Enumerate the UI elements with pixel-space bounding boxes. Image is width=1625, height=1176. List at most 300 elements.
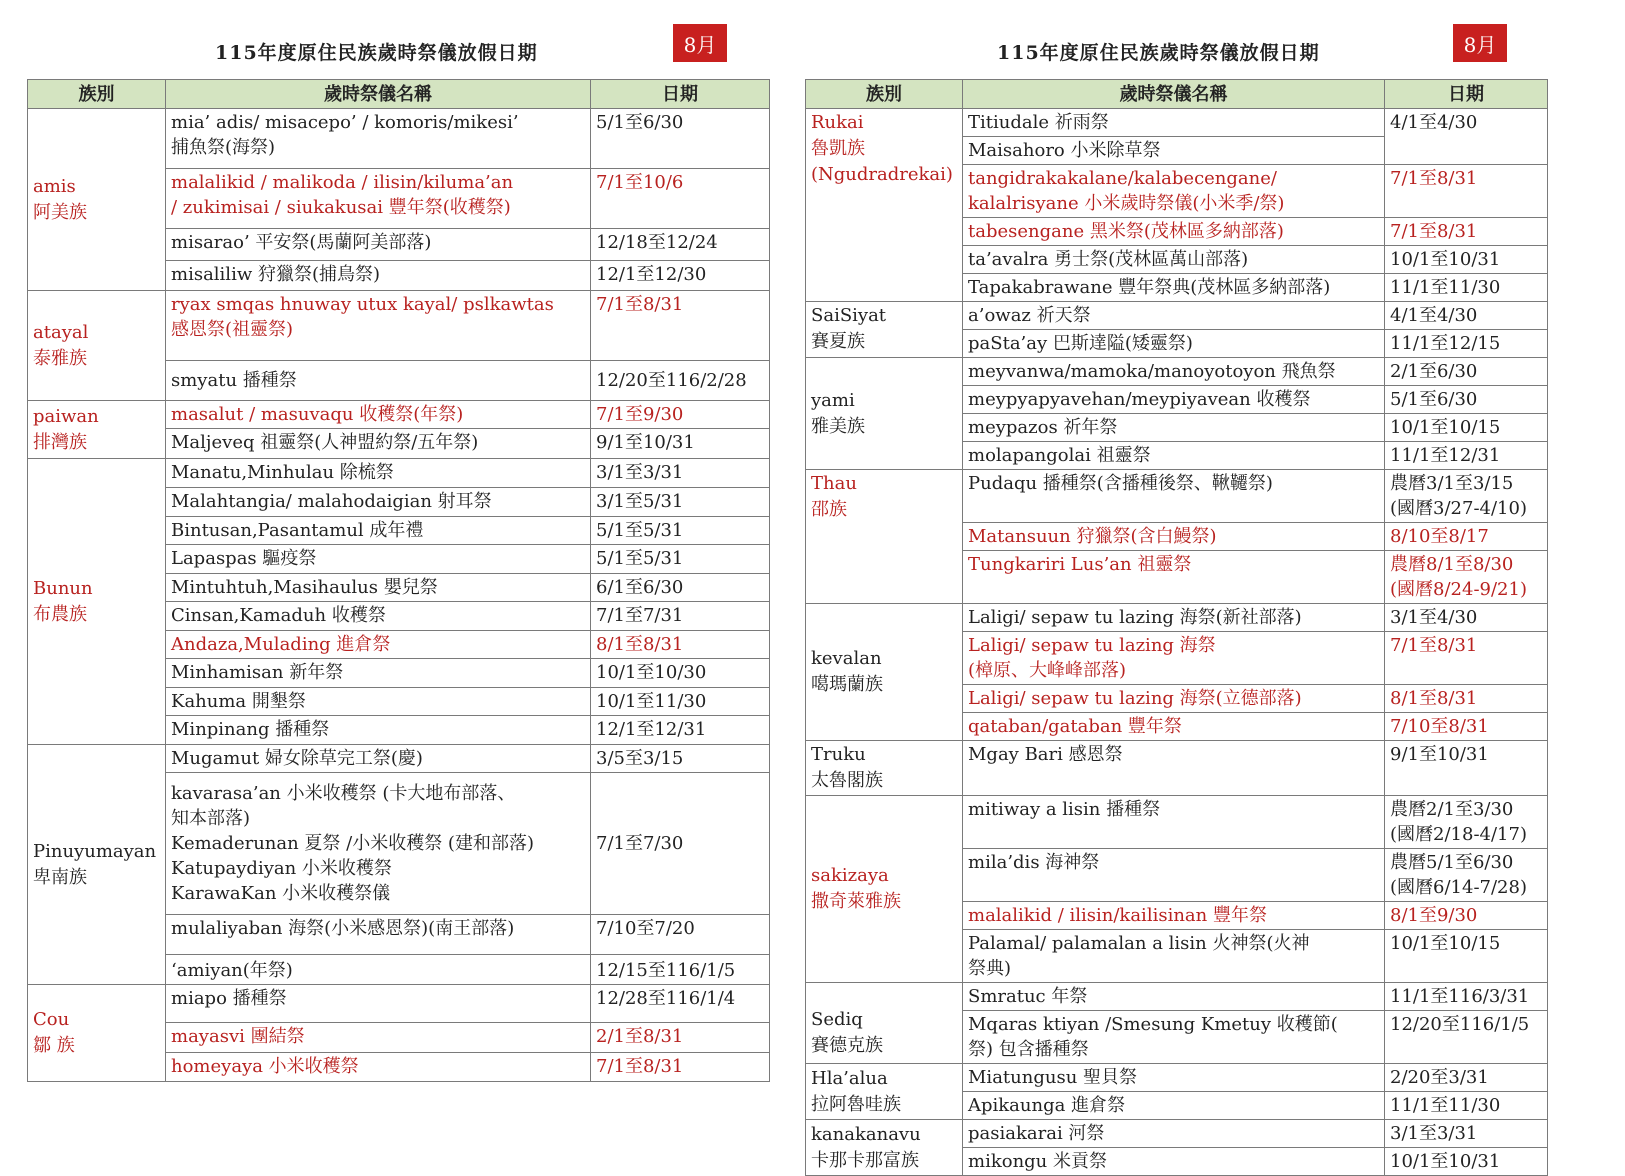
date-line: 12/1至12/31 — [596, 719, 707, 740]
date-line: 3/5至3/15 — [596, 748, 684, 769]
tribe-line: 噶瑪蘭族 — [811, 674, 883, 695]
name-line: Apikaunga 進倉祭 — [968, 1095, 1126, 1116]
table-row — [28, 459, 770, 488]
date-line: 農曆8/1至8/30 — [1390, 554, 1514, 575]
tribe-line: 阿美族 — [33, 201, 87, 223]
tribe-line: 卡那卡那富族 — [811, 1149, 919, 1171]
date-line: 7/1至10/6 — [596, 172, 684, 193]
date-line: 12/18至12/24 — [596, 232, 718, 253]
date-cell — [1385, 1011, 1548, 1064]
date-line: 11/1至12/15 — [1390, 333, 1501, 354]
name-line: misaliliw 狩獵祭(捕鳥祭) — [171, 264, 380, 285]
name-line: Laligi/ sepaw tu lazing 海祭(立德部落) — [968, 688, 1302, 709]
header-date: 日期 — [591, 80, 770, 109]
tribe-line: Cou — [33, 1009, 70, 1030]
name-line: meypyapyavehan/meypiyavean 收穫祭 — [968, 389, 1311, 410]
date-cell — [591, 574, 770, 602]
tribe-cell — [28, 109, 166, 291]
name-line: Manatu,Minhulau 除梳祭 — [171, 462, 394, 483]
ceremony-name — [963, 551, 1385, 604]
date-line: 10/1至10/15 — [1390, 417, 1501, 438]
date-line: 7/1至7/31 — [596, 605, 684, 626]
date-line: 5/1至5/31 — [596, 520, 684, 541]
ceremony-name — [963, 741, 1385, 796]
date-line: 10/1至10/30 — [596, 662, 707, 683]
tribe-cell — [806, 604, 963, 741]
table-row — [28, 109, 770, 169]
tribe-line: Pinuyumayan — [33, 840, 157, 862]
name-line: tabesengane 黑米祭(茂林區多納部落) — [968, 221, 1284, 242]
date-cell — [591, 169, 770, 229]
date-line: 6/1至6/30 — [596, 577, 684, 598]
date-line: 農曆5/1至6/30 — [1390, 852, 1514, 873]
name-line: mila’dis 海神祭 — [968, 852, 1100, 873]
ceremony-name — [166, 459, 591, 488]
date-cell — [1385, 330, 1548, 358]
date-cell — [591, 109, 770, 169]
date-cell — [1385, 470, 1548, 523]
date-cell — [1385, 796, 1548, 849]
ceremony-name — [166, 1053, 591, 1082]
date-line: 農曆2/1至3/30 — [1390, 799, 1514, 820]
date-line: 12/15至116/1/5 — [596, 960, 736, 981]
name-line: mikongu 米貢祭 — [968, 1151, 1107, 1172]
name-line: Smratuc 年祭 — [968, 986, 1088, 1007]
date-cell — [591, 745, 770, 773]
name-line: 祭) 包含播種祭 — [968, 1039, 1089, 1060]
name-line: qataban/gataban 豐年祭 — [968, 716, 1182, 737]
tribe-cell — [806, 741, 963, 796]
name-line: Matansuun 狩獵祭(含白鰻祭) — [968, 526, 1217, 547]
date-line: 11/1至11/30 — [1390, 277, 1501, 298]
header-name: 歲時祭儀名稱 — [963, 80, 1385, 109]
page-title: 115年度原住民族歲時祭儀放假日期 — [997, 42, 1320, 64]
page-title: 115年度原住民族歲時祭儀放假日期 — [215, 42, 538, 64]
ceremony-name — [166, 1023, 591, 1053]
date-cell — [1385, 109, 1548, 165]
date-line: 4/1至4/30 — [1390, 112, 1478, 133]
tribe-cell — [28, 291, 166, 401]
date-line: (國曆2/18-4/17) — [1390, 824, 1527, 845]
date-cell — [591, 261, 770, 291]
ceremony-name — [963, 1064, 1385, 1092]
date-line: 11/1至116/3/31 — [1390, 986, 1530, 1007]
date-line: (國曆6/14-7/28) — [1390, 877, 1527, 898]
name-line: Laligi/ sepaw tu lazing 海祭(新社部落) — [968, 607, 1302, 628]
date-cell — [1385, 685, 1548, 713]
date-cell — [591, 361, 770, 401]
date-line: 10/1至10/31 — [1390, 1151, 1501, 1172]
tribe-line: Thau — [811, 473, 857, 494]
date-line: 5/1至6/30 — [596, 112, 684, 133]
date-cell — [1385, 983, 1548, 1011]
name-line: Katupaydiyan 小米收穫祭 — [171, 858, 392, 879]
date-line: 7/10至8/31 — [1390, 716, 1489, 737]
name-line: tangidrakakalane/kalabecengane/ — [968, 168, 1277, 189]
festival-table — [27, 79, 770, 1082]
date-cell — [1385, 1148, 1548, 1176]
ceremony-name — [166, 109, 591, 169]
tribe-line: Bunun — [33, 577, 93, 599]
name-line: ryax smqas hnuway utux kayal/ pslkawtas — [171, 294, 554, 315]
name-line: Mugamut 婦女除草完工祭(慶) — [171, 748, 423, 769]
date-cell — [1385, 713, 1548, 741]
name-line: Mintuhtuh,Masihaulus 嬰兒祭 — [171, 577, 438, 598]
name-line: kavarasa’an 小米收穫祭 (卡大地布部落、 — [171, 783, 516, 804]
ceremony-name — [963, 796, 1385, 849]
ceremony-name — [963, 137, 1385, 165]
ceremony-name — [166, 229, 591, 261]
tribe-line: 撒奇萊雅族 — [811, 891, 901, 912]
ceremony-name — [166, 361, 591, 401]
tribe-line: SaiSiyat — [811, 305, 887, 326]
ceremony-name — [166, 545, 591, 574]
tribe-line: (Ngudradrekai) — [811, 164, 953, 185]
name-line: smyatu 播種祭 — [171, 370, 297, 391]
tribe-cell — [28, 745, 166, 985]
name-line: ‘amiyan(年祭) — [171, 960, 293, 981]
name-line: molapangolai 祖靈祭 — [968, 445, 1151, 466]
month-badge: 8月 — [1453, 24, 1507, 62]
table-row — [28, 745, 770, 773]
name-line: meyvanwa/mamoka/manoyotoyon 飛魚祭 — [968, 361, 1336, 382]
date-line: 11/1至11/30 — [1390, 1095, 1501, 1116]
date-cell — [1385, 849, 1548, 902]
date-cell — [1385, 442, 1548, 470]
tribe-line: 布農族 — [33, 603, 87, 625]
name-line: Minpinang 播種祭 — [171, 719, 330, 740]
date-line: 8/1至8/31 — [1390, 688, 1478, 709]
name-line: Tungkariri Lus’an 祖靈祭 — [968, 554, 1192, 575]
tribe-line: paiwan — [33, 405, 99, 427]
date-line: 3/1至5/31 — [596, 491, 684, 512]
date-cell — [1385, 632, 1548, 685]
date-line: 3/1至3/31 — [1390, 1123, 1478, 1144]
ceremony-name — [963, 632, 1385, 685]
ceremony-name — [166, 169, 591, 229]
date-cell — [591, 1053, 770, 1082]
ceremony-name — [166, 915, 591, 955]
name-line: (樟原、大峰峰部落) — [968, 660, 1127, 681]
name-line: mayasvi 團結祭 — [171, 1026, 305, 1047]
name-line: / zukimisai / siukakusai 豐年祭(收穫祭) — [171, 197, 511, 218]
tribe-line: 卑南族 — [33, 866, 87, 888]
name-line: paSta’ay 巴斯達隘(矮靈祭) — [968, 333, 1193, 354]
date-cell — [1385, 741, 1548, 796]
ceremony-name — [166, 659, 591, 688]
tribe-line: Hla’alua — [811, 1067, 888, 1089]
tribe-line: 排灣族 — [33, 431, 87, 453]
date-line: 10/1至11/30 — [596, 691, 707, 712]
ceremony-name — [963, 358, 1385, 386]
date-line: 7/1至8/31 — [1390, 221, 1478, 242]
date-cell — [591, 229, 770, 261]
ceremony-name — [166, 574, 591, 602]
name-line: malalikid / malikoda / ilisin/kiluma’an — [171, 172, 514, 193]
date-cell — [1385, 551, 1548, 604]
date-line: 10/1至10/15 — [1390, 933, 1501, 954]
name-line: KarawaKan 小米收穫祭儀 — [171, 883, 391, 904]
tribe-cell — [806, 109, 963, 302]
table-header-row — [806, 80, 1548, 109]
festival-table — [805, 79, 1548, 1176]
name-line: 捕魚祭(海祭) — [171, 137, 276, 158]
header-name: 歲時祭儀名稱 — [166, 80, 591, 109]
name-line: Cinsan,Kamaduh 收穫祭 — [171, 605, 386, 626]
month-badge: 8月 — [673, 24, 727, 62]
tribe-line: amis — [33, 175, 76, 197]
tribe-cell — [806, 302, 963, 358]
date-line: 5/1至5/31 — [596, 548, 684, 569]
name-line: Bintusan,Pasantamul 成年禮 — [171, 520, 424, 541]
ceremony-name — [166, 716, 591, 745]
date-cell — [591, 429, 770, 459]
name-line: pasiakarai 河祭 — [968, 1123, 1105, 1144]
ceremony-name — [963, 165, 1385, 218]
name-line: Mgay Bari 感恩祭 — [968, 744, 1123, 765]
ceremony-name — [963, 414, 1385, 442]
name-line: Minhamisan 新年祭 — [171, 662, 344, 683]
table-row — [806, 109, 1548, 137]
tribe-line: sakizaya — [811, 865, 889, 886]
ceremony-name — [963, 109, 1385, 137]
date-line: 5/1至6/30 — [1390, 389, 1478, 410]
date-line: 7/10至7/20 — [596, 918, 695, 939]
ceremony-name — [963, 274, 1385, 302]
tribe-line: kanakanavu — [811, 1123, 921, 1145]
name-line: Pudaqu 播種祭(含播種後祭、鞦韆祭) — [968, 473, 1273, 494]
tribe-line: 鄒 族 — [33, 1035, 75, 1056]
date-line: 12/28至116/1/4 — [596, 988, 736, 1009]
name-line: Titiudale 祈雨祭 — [968, 112, 1109, 133]
tribe-line: 魯凱族 — [811, 138, 865, 159]
date-line: 10/1至10/31 — [1390, 249, 1501, 270]
tribe-cell — [806, 983, 963, 1064]
ceremony-name — [166, 602, 591, 631]
date-cell — [1385, 274, 1548, 302]
ceremony-name — [963, 330, 1385, 358]
header-tribe: 族別 — [28, 80, 166, 109]
table-row — [806, 302, 1548, 330]
table-row — [806, 741, 1548, 796]
tribe-line: 賽德克族 — [811, 1035, 883, 1056]
name-line: Laligi/ sepaw tu lazing 海祭 — [968, 635, 1216, 656]
name-line: 感恩祭(祖靈祭) — [171, 319, 294, 340]
date-line: 7/1至7/30 — [596, 833, 684, 854]
name-line: mulaliyaban 海祭(小米感恩祭)(南王部落) — [171, 918, 515, 939]
tribe-line: Rukai — [811, 112, 864, 133]
ceremony-name — [166, 517, 591, 545]
name-line: Tapakabrawane 豐年祭典(茂林區多納部落) — [968, 277, 1331, 298]
date-cell — [591, 488, 770, 517]
ceremony-name — [166, 745, 591, 773]
date-line: 12/20至116/2/28 — [596, 370, 747, 391]
date-line: 9/1至10/31 — [1390, 744, 1489, 765]
tribe-cell — [806, 1120, 963, 1176]
date-line: 2/1至6/30 — [1390, 361, 1478, 382]
date-cell — [1385, 523, 1548, 551]
date-cell — [591, 459, 770, 488]
date-cell — [591, 631, 770, 659]
ceremony-name — [166, 401, 591, 429]
name-line: Maisahoro 小米除草祭 — [968, 140, 1161, 161]
tribe-line: 泰雅族 — [33, 347, 87, 369]
table-row — [28, 401, 770, 429]
date-line: (國曆8/24-9/21) — [1390, 579, 1527, 600]
date-line: 7/1至9/30 — [596, 404, 684, 425]
date-cell — [591, 773, 770, 915]
header-tribe: 族別 — [806, 80, 963, 109]
date-cell — [1385, 1092, 1548, 1120]
date-cell — [1385, 246, 1548, 274]
ceremony-name — [963, 1011, 1385, 1064]
ceremony-name — [166, 488, 591, 517]
date-cell — [591, 1023, 770, 1053]
date-cell — [1385, 930, 1548, 983]
date-cell — [591, 688, 770, 716]
name-line: a’owaz 祈天祭 — [968, 305, 1091, 326]
table-row — [806, 604, 1548, 632]
ceremony-name — [963, 983, 1385, 1011]
date-line: 7/1至8/31 — [596, 294, 684, 315]
tribe-line: Truku — [811, 744, 866, 765]
name-line: misarao’ 平安祭(馬蘭阿美部落) — [171, 232, 432, 253]
date-line: 9/1至10/31 — [596, 432, 695, 453]
table-header-row — [28, 80, 770, 109]
name-line: kalalrisyane 小米歲時祭儀(小米季/祭) — [968, 193, 1285, 214]
name-line: Malahtangia/ malahodaigian 射耳祭 — [171, 491, 492, 512]
ceremony-name — [963, 930, 1385, 983]
ceremony-name — [963, 386, 1385, 414]
name-line: Andaza,Mulading 進倉祭 — [171, 634, 391, 655]
name-line: mia’ adis/ misacepo’ / komoris/mikesi’ — [171, 112, 519, 133]
name-line: 知本部落) — [171, 808, 251, 829]
tribe-cell — [806, 796, 963, 983]
name-line: homeyaya 小米收穫祭 — [171, 1056, 359, 1077]
date-cell — [1385, 302, 1548, 330]
date-line: 3/1至3/31 — [596, 462, 684, 483]
date-line: (國曆3/27-4/10) — [1390, 498, 1527, 519]
date-cell — [1385, 414, 1548, 442]
tribe-cell — [28, 401, 166, 459]
name-line: Kahuma 開墾祭 — [171, 691, 306, 712]
table-row — [28, 291, 770, 361]
ceremony-name — [963, 604, 1385, 632]
tribe-line: yami — [811, 389, 855, 411]
ceremony-name — [963, 902, 1385, 930]
tribe-line: 拉阿魯哇族 — [811, 1093, 901, 1115]
date-line: 12/1至12/30 — [596, 264, 707, 285]
date-line: 3/1至4/30 — [1390, 607, 1478, 628]
name-line: Maljeveq 祖靈祭(人神盟約祭/五年祭) — [171, 432, 479, 453]
name-line: Palamal/ palamalan a lisin 火神祭(火神 — [968, 933, 1310, 954]
table-row — [28, 985, 770, 1023]
ceremony-name — [166, 773, 591, 915]
date-line: 4/1至4/30 — [1390, 305, 1478, 326]
name-line: miapo 播種祭 — [171, 988, 287, 1009]
name-line: meypazos 祈年祭 — [968, 417, 1118, 438]
ceremony-name — [963, 302, 1385, 330]
tribe-line: atayal — [33, 321, 89, 343]
tribe-cell — [28, 985, 166, 1082]
name-line: 祭典) — [968, 958, 1012, 979]
date-line: 8/1至8/31 — [596, 634, 684, 655]
ceremony-name — [166, 429, 591, 459]
date-cell — [591, 915, 770, 955]
table-row — [806, 358, 1548, 386]
ceremony-name — [963, 523, 1385, 551]
date-cell — [1385, 218, 1548, 246]
date-cell — [591, 955, 770, 985]
ceremony-name — [166, 631, 591, 659]
date-cell — [591, 716, 770, 745]
name-line: Lapaspas 驅疫祭 — [171, 548, 317, 569]
ceremony-name — [963, 246, 1385, 274]
date-cell — [1385, 165, 1548, 218]
name-line: Kemaderunan 夏祭 /小米收穫祭 (建和部落) — [171, 833, 534, 854]
tribe-line: 邵族 — [811, 499, 847, 520]
ceremony-name — [963, 1148, 1385, 1176]
date-line: 8/1至9/30 — [1390, 905, 1478, 926]
ceremony-name — [963, 442, 1385, 470]
tribe-cell — [28, 459, 166, 745]
tribe-line: kevalan — [811, 648, 882, 669]
ceremony-name — [963, 470, 1385, 523]
date-cell — [591, 517, 770, 545]
header-date: 日期 — [1385, 80, 1548, 109]
date-cell — [591, 545, 770, 574]
name-line: mitiway a lisin 播種祭 — [968, 799, 1161, 820]
ceremony-name — [963, 713, 1385, 741]
name-line: malalikid / ilisin/kailisinan 豐年祭 — [968, 905, 1267, 926]
tribe-cell — [806, 358, 963, 470]
ceremony-name — [963, 1092, 1385, 1120]
name-line: Miatungusu 聖貝祭 — [968, 1067, 1138, 1088]
table-row — [806, 983, 1548, 1011]
ceremony-name — [166, 688, 591, 716]
date-cell — [591, 291, 770, 361]
date-line: 7/1至8/31 — [1390, 168, 1478, 189]
date-line: 7/1至8/31 — [596, 1056, 684, 1077]
tribe-cell — [806, 1064, 963, 1120]
date-line: 2/1至8/31 — [596, 1026, 684, 1047]
ceremony-name — [166, 985, 591, 1023]
date-cell — [1385, 902, 1548, 930]
date-line: 11/1至12/31 — [1390, 445, 1501, 466]
date-cell — [1385, 386, 1548, 414]
date-cell — [591, 659, 770, 688]
date-cell — [1385, 604, 1548, 632]
name-line: ta’avalra 勇士祭(茂林區萬山部落) — [968, 249, 1249, 270]
date-cell — [1385, 358, 1548, 386]
date-cell — [591, 401, 770, 429]
name-line: Mqaras ktiyan /Smesung Kmetuy 收穫節( — [968, 1014, 1338, 1035]
date-line: 2/20至3/31 — [1390, 1067, 1489, 1088]
date-line: 農曆3/1至3/15 — [1390, 473, 1514, 494]
date-line: 12/20至116/1/5 — [1390, 1014, 1530, 1035]
tribe-line: Sediq — [811, 1009, 863, 1030]
tribe-cell — [806, 470, 963, 604]
table-row — [806, 470, 1548, 523]
date-cell — [1385, 1064, 1548, 1092]
date-line: 7/1至8/31 — [1390, 635, 1478, 656]
ceremony-name — [166, 291, 591, 361]
ceremony-name — [166, 261, 591, 291]
date-line: 8/10至8/17 — [1390, 526, 1489, 547]
table-row — [806, 796, 1548, 849]
ceremony-name — [963, 685, 1385, 713]
name-line: masalut / masuvaqu 收穫祭(年祭) — [171, 404, 464, 425]
